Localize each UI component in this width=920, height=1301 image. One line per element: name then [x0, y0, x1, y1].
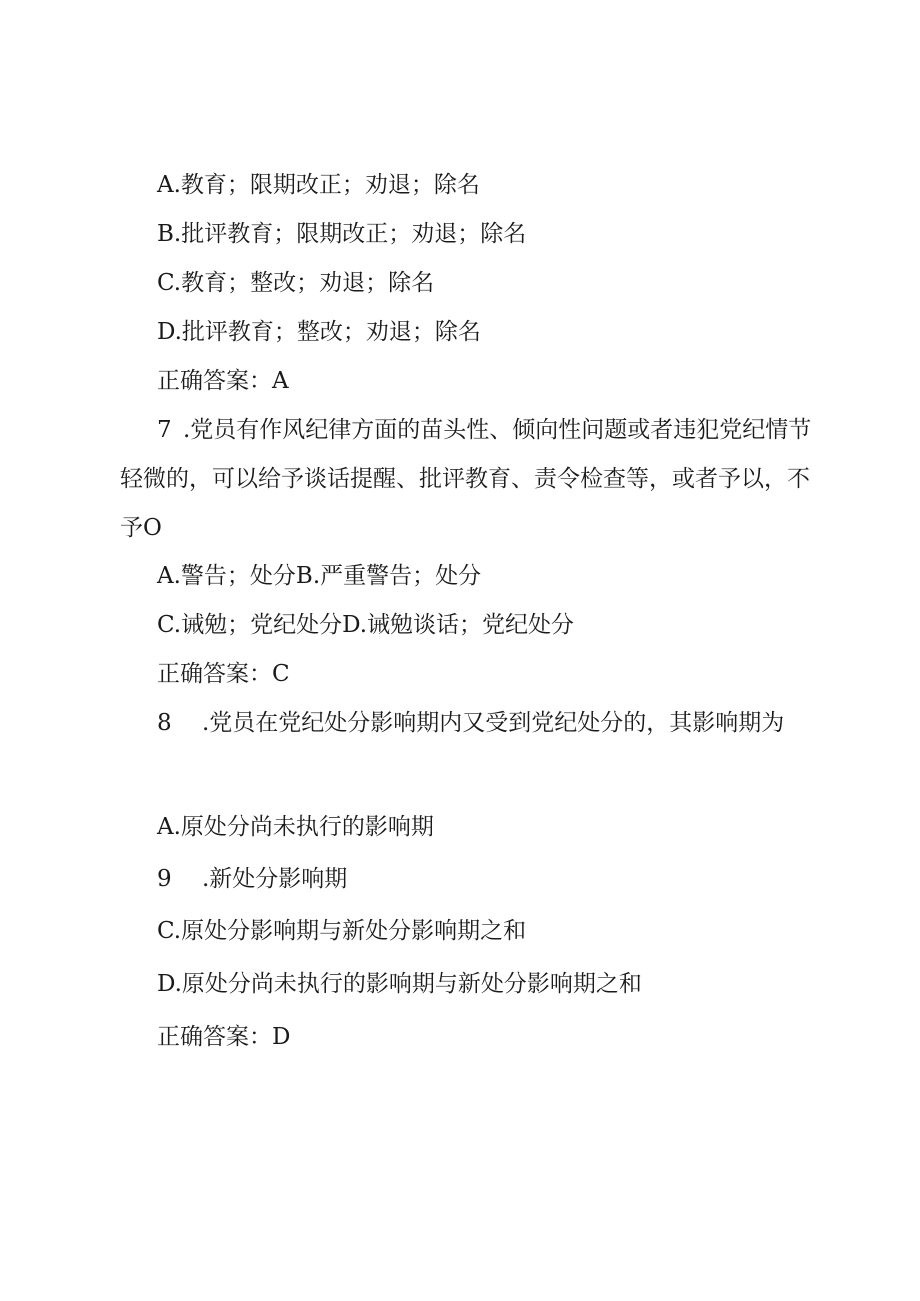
- q7-number: 7: [157, 417, 172, 443]
- q7-stem-line3: 予O: [120, 515, 162, 541]
- q8-answer: 正确答案：D: [157, 1024, 291, 1050]
- q7-stem-line1: [157, 415, 811, 445]
- q8-option-b: [157, 864, 347, 894]
- q7-options-line2: C.诫勉；党纪处分D.诫勉谈话；党纪处分: [157, 612, 575, 638]
- q8-stem-text: .党员在党纪处分影响期内又受到党纪处分的，其影响期为: [202, 710, 785, 736]
- q8-option-c: C.原处分影响期与新处分影响期之和: [157, 918, 527, 944]
- q6-answer: 正确答案：A: [157, 368, 289, 394]
- q6-option-c: C.教育；整改；劝退；除名: [157, 270, 435, 296]
- q8-option-d: D.原处分尚未执行的影响期与新处分影响期之和: [157, 971, 642, 997]
- q7-stem-line2: 轻微的，可以给予谈话提醒、批评教育、责令检查等，或者予以，不: [120, 466, 810, 492]
- q7-stem-text: .党员有作风纪律方面的苗头性、倾向性问题或者违犯党纪情节: [183, 417, 812, 443]
- q6-option-a: A.教育；限期改正；劝退；除名: [157, 172, 480, 198]
- q8-option-b-number: 9: [157, 866, 172, 892]
- q7-answer: 正确答案：C: [157, 661, 290, 687]
- q6-option-d: D.批评教育；整改；劝退；除名: [157, 319, 481, 345]
- q8-option-a: A.原处分尚未执行的影响期: [157, 814, 434, 840]
- q8-stem: [157, 708, 784, 738]
- q7-options-line1: A.警告；处分B.严重警告；处分: [157, 563, 482, 589]
- q8-option-b-text: .新处分影响期: [202, 866, 348, 892]
- q8-number: 8: [157, 710, 172, 736]
- q6-option-b: B.批评教育；限期改正；劝退；除名: [157, 221, 527, 247]
